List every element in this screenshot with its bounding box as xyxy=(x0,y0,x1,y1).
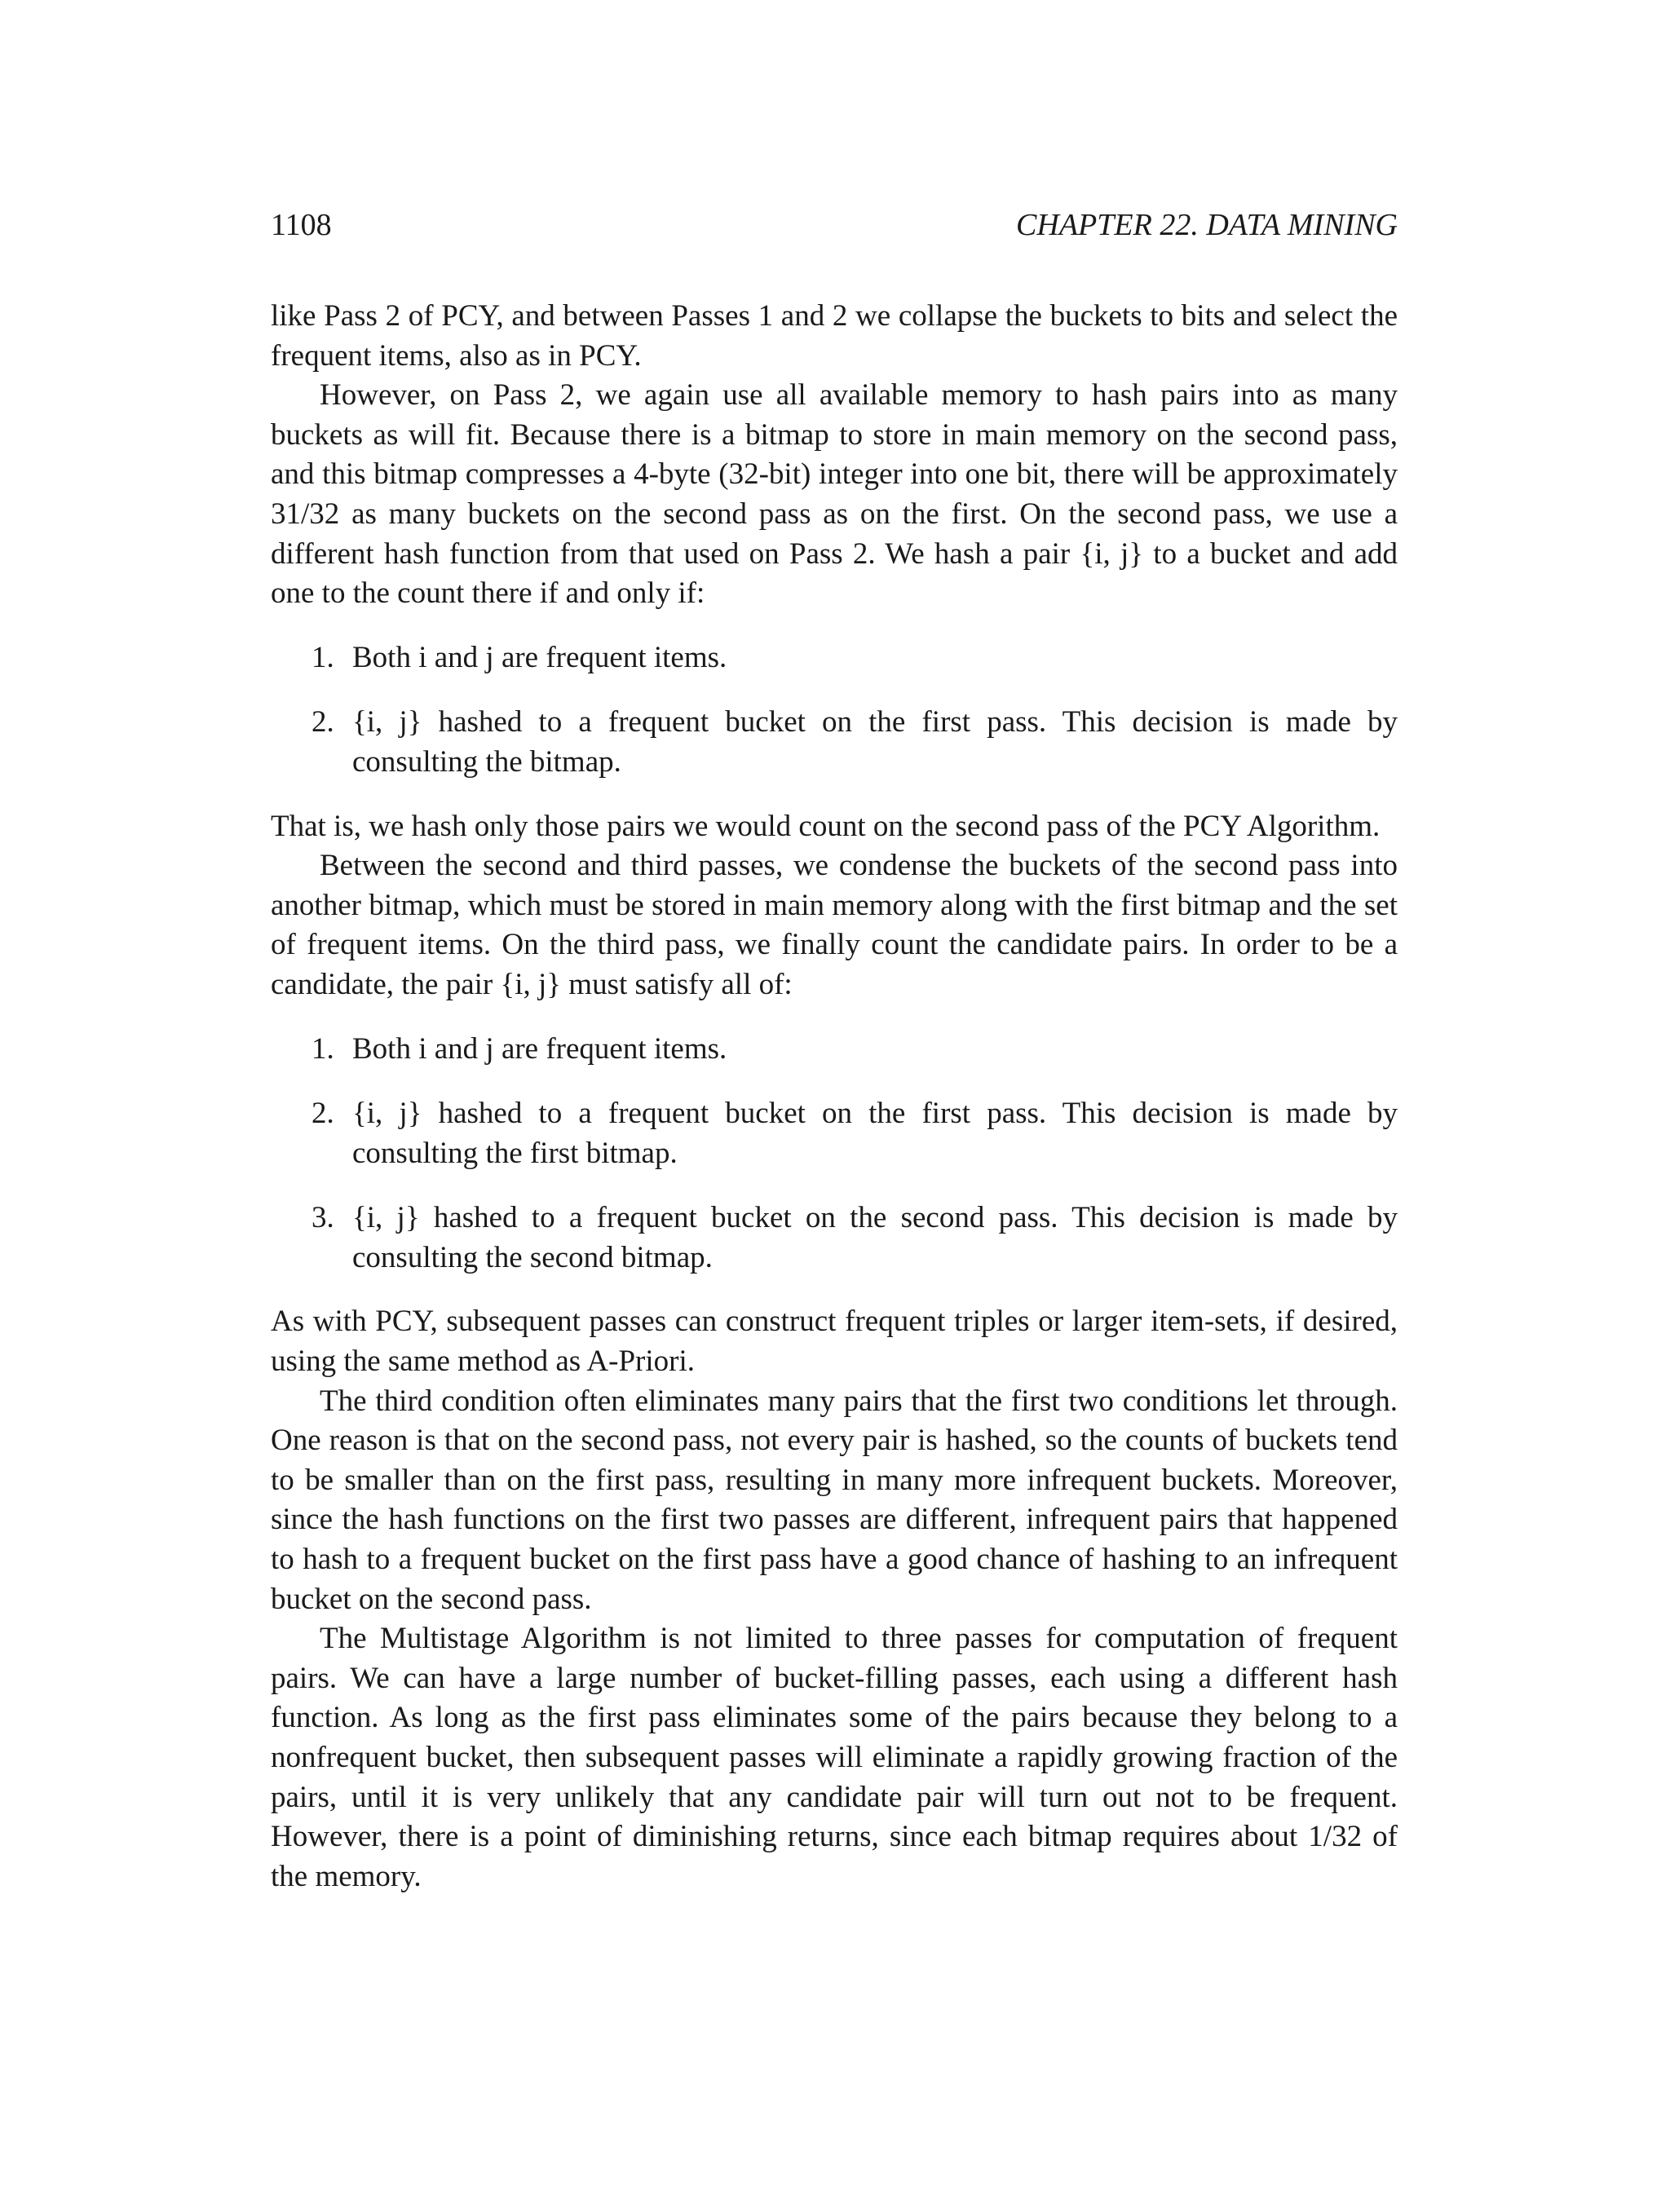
list-item-text: {i, j} hashed to a frequent bucket on the first pass. This decision is made by consulting the bitmap. xyxy=(352,705,1398,779)
paragraph-3: That is, we hash only those pairs we would count on the second pass of the PCY Algorithm. xyxy=(271,809,1381,843)
list-item xyxy=(271,703,1398,782)
paragraph-6: The third condition often eliminates many pairs that the first two conditions let through. One reason is that on the second pass, not every pair is hashed, so the counts of buckets tend to be smaller than on the first pass, resulting in many more infrequent buckets. Moreover, since the hash functions on the first two passes are different, infrequent pairs that happened to hash to a frequent bucket on the first pass have a good chance of hashing to an infrequent bucket on the second pass. xyxy=(271,1384,1398,1616)
list-item-text: {i, j} hashed to a frequent bucket on the second pass. This decision is made by consulting the second bitmap. xyxy=(352,1201,1398,1274)
page-header xyxy=(271,207,1398,248)
condition-list-2 xyxy=(271,1030,1398,1278)
paragraph-2: However, on Pass 2, we again use all available memory to hash pairs into as many buckets as will fit. Because there is a bitmap to store in main memory on the second pass, and this bitmap compresses a 4-byte (32-bit) integer into one bit, there will be approximately 31/32 as many buckets on the second pass as on the first. On the second pass, we use a different hash function from that used on Pass 2. We hash a pair {i, j} to a bucket and add one to the count there if and only if: xyxy=(271,378,1398,611)
list-item xyxy=(271,638,1398,678)
list-item-number: 2. xyxy=(311,1097,334,1131)
list-item xyxy=(271,1030,1398,1070)
running-head: CHAPTER 22. DATA MINING xyxy=(1016,208,1398,242)
page-number: 1108 xyxy=(271,208,332,242)
list-item xyxy=(271,1199,1398,1278)
list-item-text: {i, j} hashed to a frequent bucket on the first pass. This decision is made by consulting the first bitmap. xyxy=(352,1097,1398,1170)
list-item-number: 3. xyxy=(311,1201,334,1235)
paragraph-1: like Pass 2 of PCY, and between Passes 1 and 2 we collapse the buckets to bits and select the frequent items, also as in PCY. xyxy=(271,299,1398,373)
list-item xyxy=(271,1094,1398,1173)
page-body xyxy=(271,297,1398,1896)
paragraph-7: The Multistage Algorithm is not limited to three passes for computation of frequent pairs. We can have a large number of bucket-filling passes, each using a different hash function. As long as the first pass eliminates some of the pairs because they belong to a nonfrequent bucket, then subsequent passes will eliminate a rapidly growing fraction of the pairs, until it is very unlikely that any candidate pair will turn out not to be frequent. However, there is a point of diminishing returns, since each bitmap requires about 1/32 of the memory. xyxy=(271,1622,1398,1893)
list-item-text: Both i and j are frequent items. xyxy=(352,1031,727,1066)
list-item-text: Both i and j are frequent items. xyxy=(352,640,727,674)
list-item-number: 1. xyxy=(311,640,334,674)
condition-list-1 xyxy=(271,638,1398,783)
list-item-number: 2. xyxy=(311,705,334,740)
list-item-number: 1. xyxy=(311,1031,334,1066)
paragraph-4: Between the second and third passes, we condense the buckets of the second pass into another bitmap, which must be stored in main memory along with the first bitmap and the set of frequent items. On the third pass, we finally count the candidate pairs. In order to be a candidate, the pair {i, j} must satisfy all of: xyxy=(271,849,1398,1001)
paragraph-5: As with PCY, subsequent passes can construct frequent triples or larger item-sets, if desired, using the same method as A-Priori. xyxy=(271,1305,1398,1379)
